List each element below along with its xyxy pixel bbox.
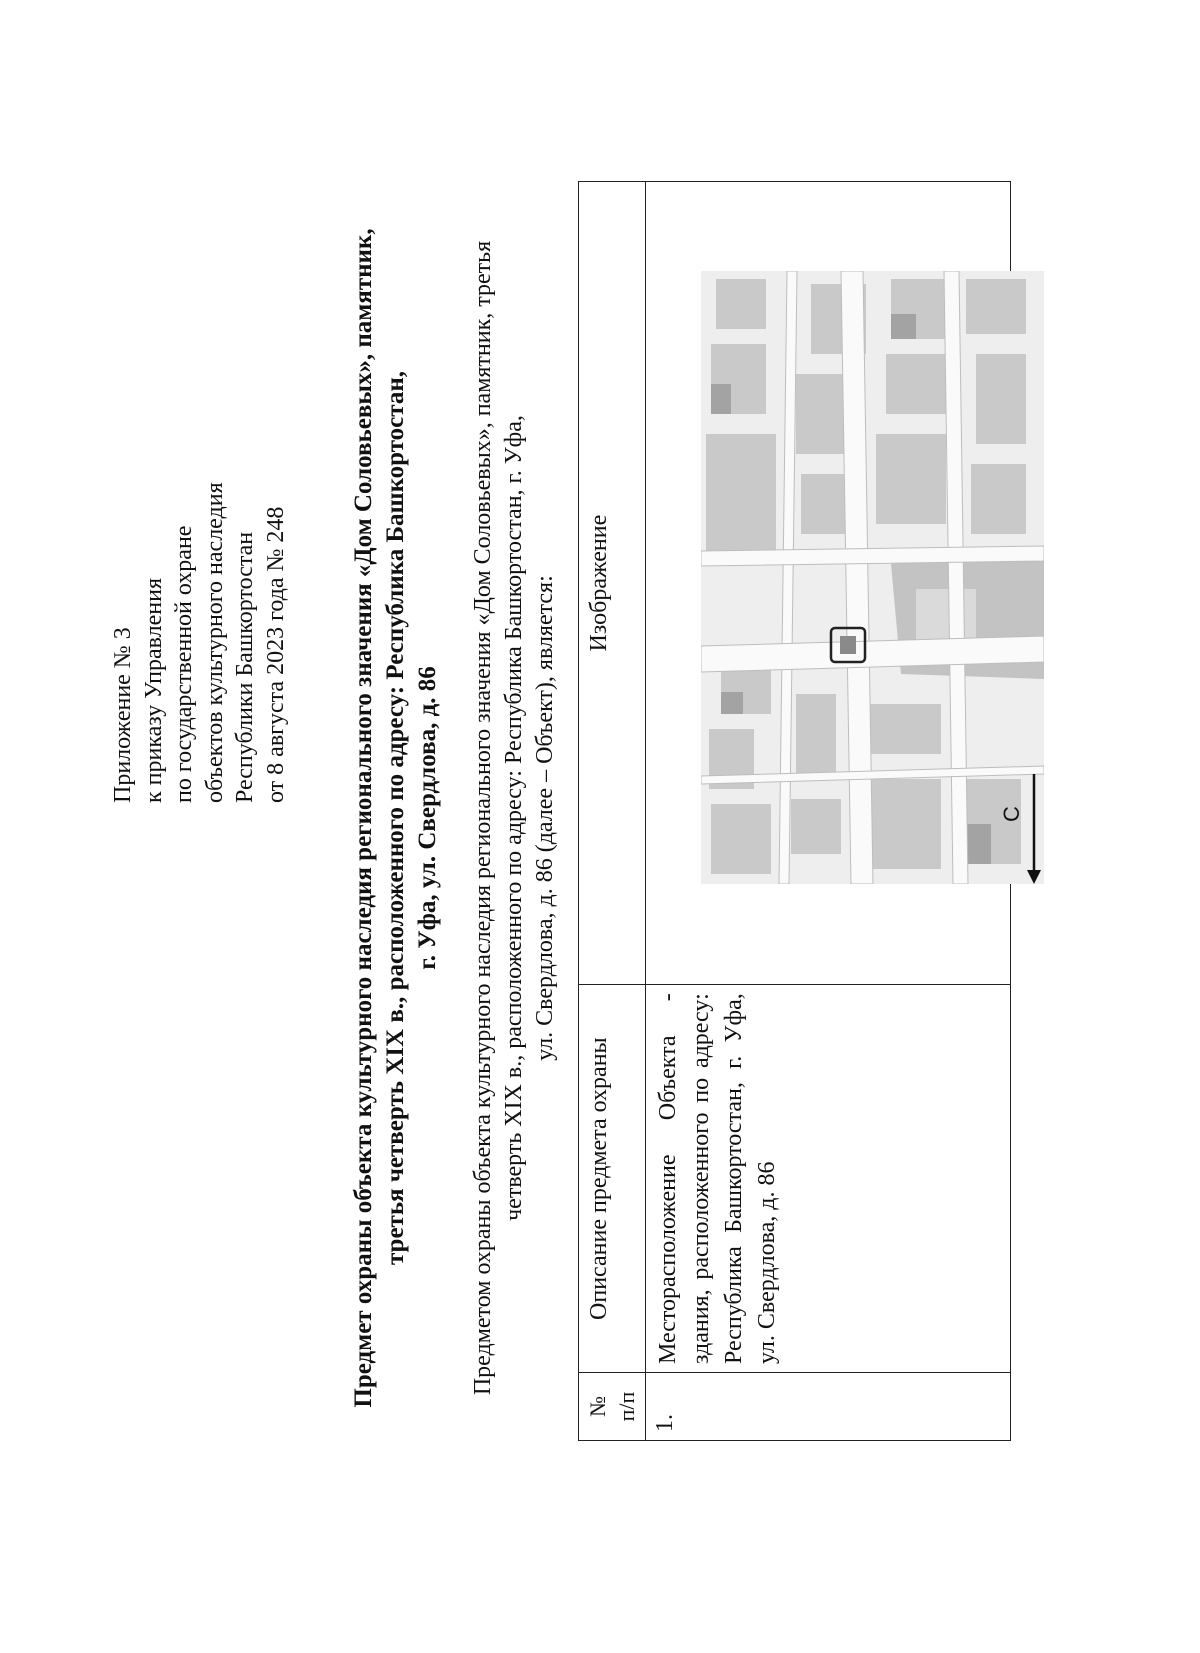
title-line-2: третья четверть XIX в., расположенного по адресу: Республика Башкортостан, xyxy=(382,370,409,1266)
approval-line-appendix: Приложение № 3 xyxy=(110,627,136,803)
intro-line-2: четверть XIX в., расположенного по адресу: Республика Башкортостан, г. Уфа, xyxy=(501,415,527,1221)
approval-line-order: к приказу Управления xyxy=(140,577,167,803)
title-line-3: г. Уфа, ул. Свердлова, д. 86 xyxy=(414,666,441,970)
approval-block xyxy=(108,203,291,803)
row-description: Месторасположение Объекта - здания, расположенного по адресу: Республика Башкортостан, г. Уфа, ул. Свердлова, д. 86 xyxy=(646,985,1011,1373)
approval-line-heritage: объектов культурного наследия xyxy=(201,482,228,803)
table-row xyxy=(646,182,1011,1441)
approval-line-agency: по государственной охране xyxy=(171,525,197,803)
north-label: С xyxy=(999,806,1024,823)
header-description: Описание предмета охраны xyxy=(579,985,646,1373)
header-number-abbr: п/п xyxy=(614,1391,639,1422)
header-image: Изображение xyxy=(579,182,646,985)
intro-line-3: ул. Свердлова, д. 86 (далее – Объект), является: xyxy=(532,575,558,1061)
title-line-1: Предмет охраны объекта культурного наследия регионального значения «Дом Соловьевых», памятник, xyxy=(350,228,377,1408)
row-image-cell xyxy=(646,182,1024,985)
table-header-row xyxy=(579,182,646,1441)
location-map xyxy=(701,271,1044,884)
approval-line-date: от 8 августа 2023 года № 248 xyxy=(262,506,289,803)
row-number: 1. xyxy=(646,1373,1011,1441)
header-number-symbol: № xyxy=(585,1396,610,1418)
document-title xyxy=(348,183,444,1453)
intro-line-1: Предметом охраны объекта культурного наследия регионального значения «Дом Соловьевых», памятник, третья xyxy=(470,240,496,1396)
protection-table xyxy=(578,181,1024,1441)
header-number xyxy=(579,1373,646,1441)
intro-paragraph xyxy=(468,183,561,1453)
approval-line-republic: Республики Башкортостан xyxy=(232,531,258,803)
